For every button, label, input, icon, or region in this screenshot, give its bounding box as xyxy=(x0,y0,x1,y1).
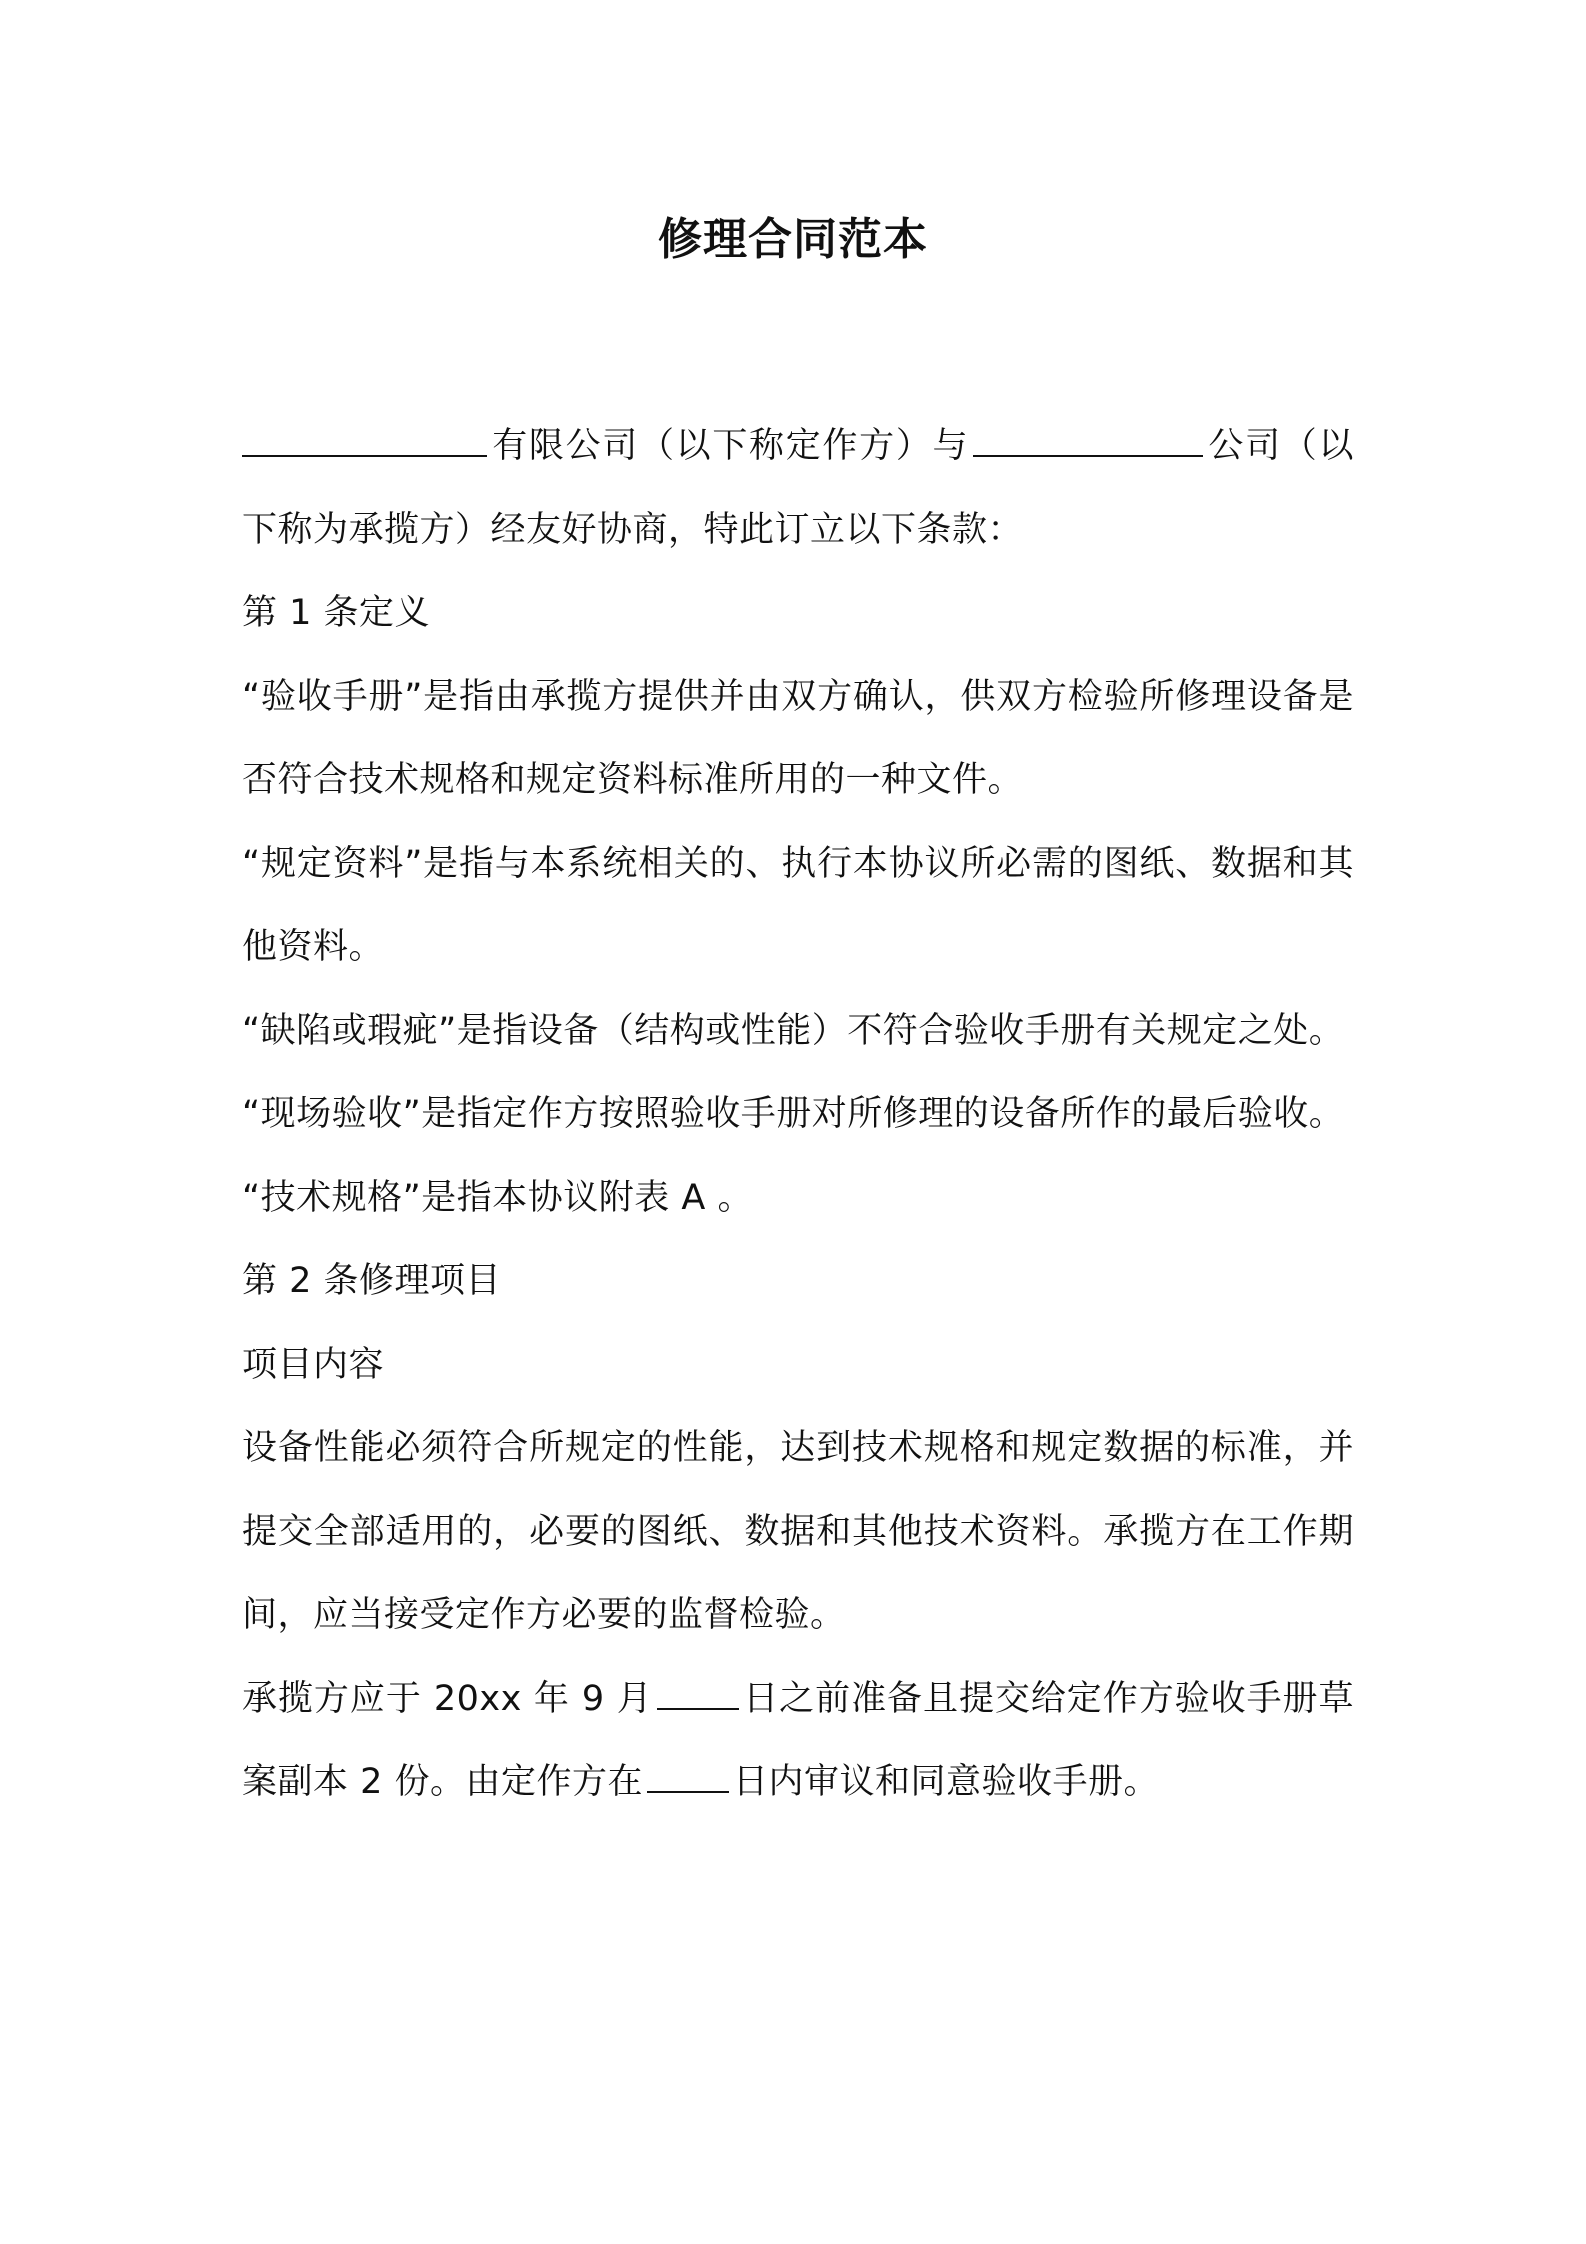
contractor-name-blank xyxy=(973,454,1203,457)
article2-paragraph1: 设备性能必须符合所规定的性能，达到技术规格和规定数据的标准，并提交全部适用的，必要的图纸、数据和其他技术资料。承揽方在工作期间，应当接受定作方必要的监督检验。 xyxy=(242,1428,1354,1635)
deadline-day-blank xyxy=(657,1707,739,1710)
intro-paragraph xyxy=(242,405,1354,572)
definition-acceptance-manual: “验收手册”是指由承揽方提供并由双方确认，供双方检验所修理设备是否符合技术规格和规定资料标准所用的一种文件。 xyxy=(242,676,1354,800)
paragraph2-part3: 日内审议和同意验收手册。 xyxy=(733,1762,1160,1802)
company-name-blank xyxy=(242,454,487,457)
intro-text-part1: 有限公司（以下称定作方）与 xyxy=(491,426,970,466)
review-days-blank xyxy=(647,1790,729,1793)
document-body xyxy=(242,405,1354,1825)
definition-technical-spec: “技术规格”是指本协议附表 A 。 xyxy=(242,1177,753,1218)
paragraph2-part1: 承揽方应于 20xx 年 9 月 xyxy=(242,1678,653,1719)
definition-defects: “缺陷或瑕疵”是指设备（结构或性能）不符合验收手册有关规定之处。 xyxy=(242,1010,1345,1051)
definition-site-acceptance: “现场验收”是指定作方按照验收手册对所修理的设备所作的最后验收。 xyxy=(242,1094,1345,1134)
document-title: 修理合同范本 xyxy=(658,214,928,265)
article1-heading: 第 1 条定义 xyxy=(242,593,431,633)
intro-text-part2: 公司（以下称为承揽方）经友好协商，特此订立以下条款： xyxy=(242,426,1354,550)
article2-heading: 第 2 条修理项目 xyxy=(242,1261,502,1301)
definition-specified-data: “规定资料”是指与本系统相关的、执行本协议所必需的图纸、数据和其他资料。 xyxy=(242,843,1354,967)
article2-subheading: 项目内容 xyxy=(242,1344,385,1385)
article2-paragraph2 xyxy=(242,1658,1354,1825)
paragraph2-part2: 日之前准备且提交给定作方验收手册草案副本 2 份。由定作方在 xyxy=(242,1678,1354,1802)
